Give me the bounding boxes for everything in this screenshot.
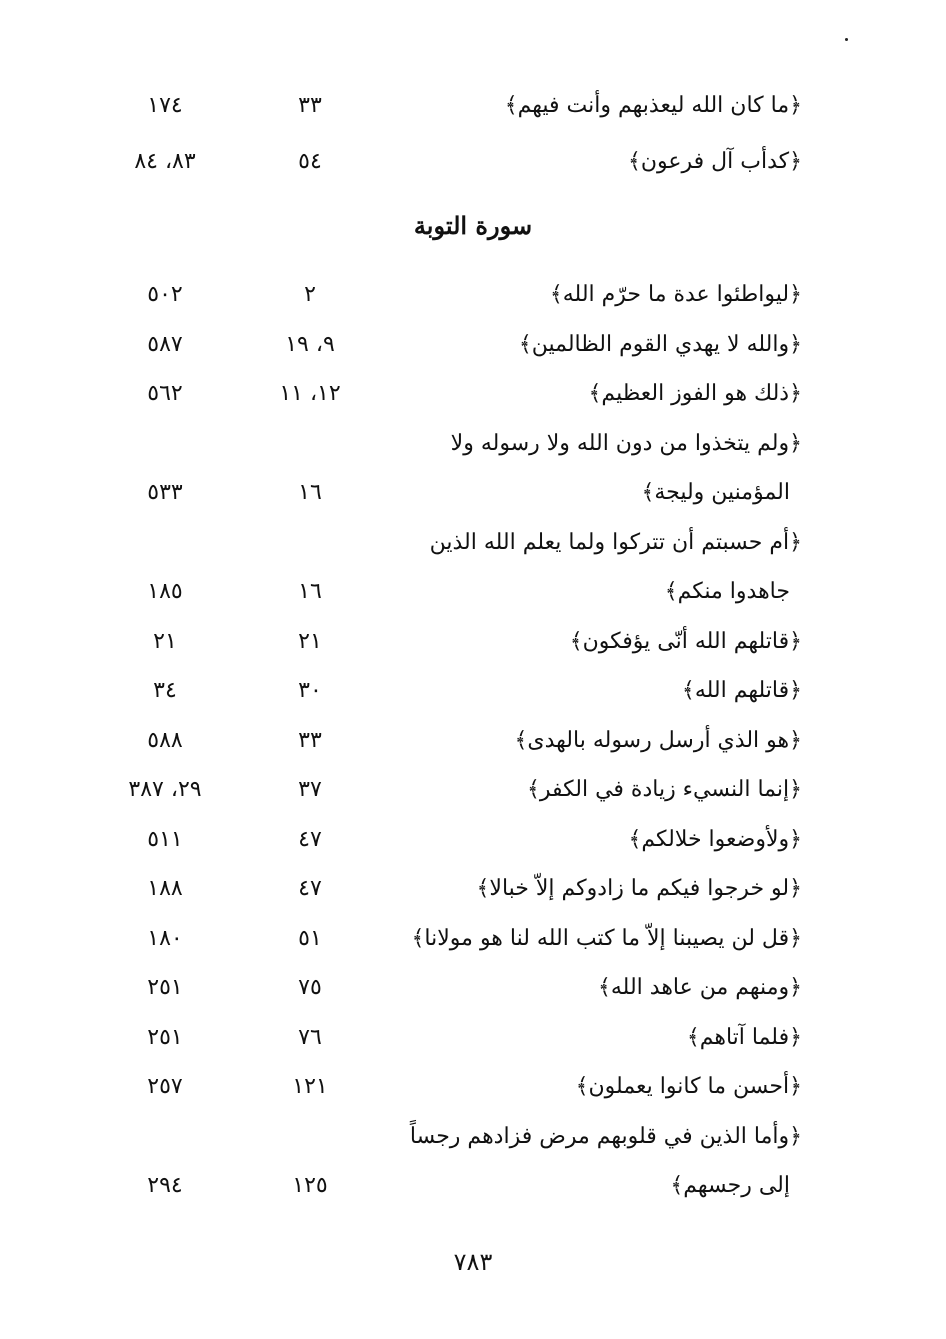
verse-text: ﴿قاتلهم الله أنّى يؤفكون﴾ bbox=[569, 628, 802, 654]
index-row bbox=[100, 473, 820, 513]
page-reference: ١٨٠ bbox=[147, 925, 183, 951]
ayah-number: ٥٤ bbox=[298, 149, 322, 174]
index-row bbox=[100, 622, 820, 662]
ayah-number: ٤٧ bbox=[298, 826, 322, 852]
ayah-number: ٣٧ bbox=[298, 777, 322, 802]
index-row bbox=[100, 1067, 820, 1107]
ayah-number: ٢١ bbox=[298, 628, 322, 654]
page-reference: ٢٥١ bbox=[147, 1024, 183, 1050]
index-row bbox=[100, 1117, 820, 1157]
ayah-number: ١٢، ١١ bbox=[279, 381, 341, 406]
ayah-number: ١٢٥ bbox=[292, 1173, 328, 1198]
index-row bbox=[100, 770, 820, 810]
page-reference: ٢٥٧ bbox=[147, 1074, 183, 1099]
ayah-number: ١٦ bbox=[298, 579, 322, 604]
index-row bbox=[100, 523, 820, 563]
page-reference: ٥١١ bbox=[147, 826, 183, 852]
index-row bbox=[100, 572, 820, 612]
index-row bbox=[100, 820, 820, 860]
verse-text: ﴿ولأوضعوا خلالكم﴾ bbox=[628, 826, 802, 852]
index-row bbox=[100, 424, 820, 464]
verse-text: ﴿ومنهم من عاهد الله﴾ bbox=[598, 975, 802, 1000]
ayah-number: ٩، ١٩ bbox=[285, 331, 335, 357]
index-row bbox=[100, 1018, 820, 1058]
index-row bbox=[100, 968, 820, 1008]
page-reference: ٥٨٨ bbox=[147, 727, 183, 753]
verse-text: المؤمنين وليجة﴾ bbox=[641, 480, 790, 505]
verse-text: ﴿قاتلهم الله﴾ bbox=[681, 678, 802, 703]
surah-title: سورة التوبة bbox=[413, 211, 533, 240]
ayah-number: ٣٠ bbox=[298, 678, 322, 703]
page-reference: ٣٤ bbox=[153, 678, 177, 703]
index-row bbox=[100, 671, 820, 711]
page-reference: ٥٨٧ bbox=[147, 331, 183, 357]
page-reference: ٢٥١ bbox=[147, 975, 183, 1000]
ayah-number: ٣٣ bbox=[298, 93, 322, 118]
speck-mark bbox=[845, 38, 848, 41]
ayah-number: ٧٥ bbox=[298, 975, 322, 1000]
page-reference: ٥٣٣ bbox=[147, 480, 183, 505]
ayah-number: ١٦ bbox=[298, 480, 322, 505]
page-reference: ٢٩٤ bbox=[147, 1173, 183, 1198]
index-row bbox=[100, 86, 820, 126]
verse-text: ﴿ولم يتخذوا من دون الله ولا رسوله ولا bbox=[450, 430, 802, 456]
index-row bbox=[100, 374, 820, 414]
verse-text: ﴿وأما الذين في قلوبهم مرض فزادهم رجساً bbox=[409, 1123, 802, 1149]
verse-text: ﴿هو الذي أرسل رسوله بالهدى﴾ bbox=[514, 727, 802, 753]
verse-text: ﴿أحسن ما كانوا يعملون﴾ bbox=[575, 1074, 802, 1099]
ayah-number: ٧٦ bbox=[298, 1024, 322, 1050]
index-row bbox=[100, 1166, 820, 1206]
verse-text: ﴿لو خرجوا فيكم ما زادوكم إلاّ خبالا﴾ bbox=[476, 876, 802, 901]
verse-text: ﴿ليواطئوا عدة ما حرّم الله﴾ bbox=[549, 282, 802, 307]
verse-text: ﴿كدأب آل فرعون﴾ bbox=[627, 149, 802, 174]
index-row bbox=[100, 275, 820, 315]
verse-text: إلى رجسهم﴾ bbox=[670, 1173, 790, 1198]
index-row bbox=[100, 721, 820, 761]
ayah-number: ٣٣ bbox=[298, 727, 322, 753]
page-reference: ٥٠٢ bbox=[147, 282, 183, 307]
verse-text: ﴿فلما آتاهم﴾ bbox=[686, 1024, 802, 1050]
page-reference: ١٧٤ bbox=[147, 93, 183, 118]
ayah-number: ٥١ bbox=[298, 925, 322, 951]
index-row bbox=[100, 919, 820, 959]
index-row bbox=[100, 869, 820, 909]
page-reference: ٢١ bbox=[153, 628, 177, 654]
ayah-number: ١٢١ bbox=[292, 1074, 328, 1099]
verse-text: جاهدوا منكم﴾ bbox=[664, 579, 790, 604]
page-reference: ١٨٥ bbox=[147, 579, 183, 604]
verse-text: ﴿والله لا يهدي القوم الظالمين﴾ bbox=[518, 331, 802, 357]
verse-text: ﴿ذلك هو الفوز العظيم﴾ bbox=[588, 381, 802, 406]
verse-text: ﴿إنما النسيء زيادة في الكفر﴾ bbox=[526, 777, 802, 802]
page-reference: ٨٣، ٨٤ bbox=[134, 149, 196, 174]
verse-text: ﴿ما كان الله ليعذبهم وأنت فيهم﴾ bbox=[504, 93, 802, 118]
page-reference: ١٨٨ bbox=[147, 876, 183, 901]
page-number: ٧٨٣ bbox=[453, 1248, 493, 1276]
index-row bbox=[100, 142, 820, 182]
ayah-number: ٢ bbox=[304, 282, 316, 307]
page-reference: ٥٦٢ bbox=[147, 381, 183, 406]
index-row bbox=[100, 325, 820, 365]
page-reference: ٢٩، ٣٨٧ bbox=[128, 777, 202, 802]
verse-text: ﴿قل لن يصيبنا إلاّ ما كتب الله لنا هو مولانا﴾ bbox=[411, 925, 802, 951]
ayah-number: ٤٧ bbox=[298, 876, 322, 901]
verse-text: ﴿أم حسبتم أن تتركوا ولما يعلم الله الذين bbox=[429, 529, 802, 555]
